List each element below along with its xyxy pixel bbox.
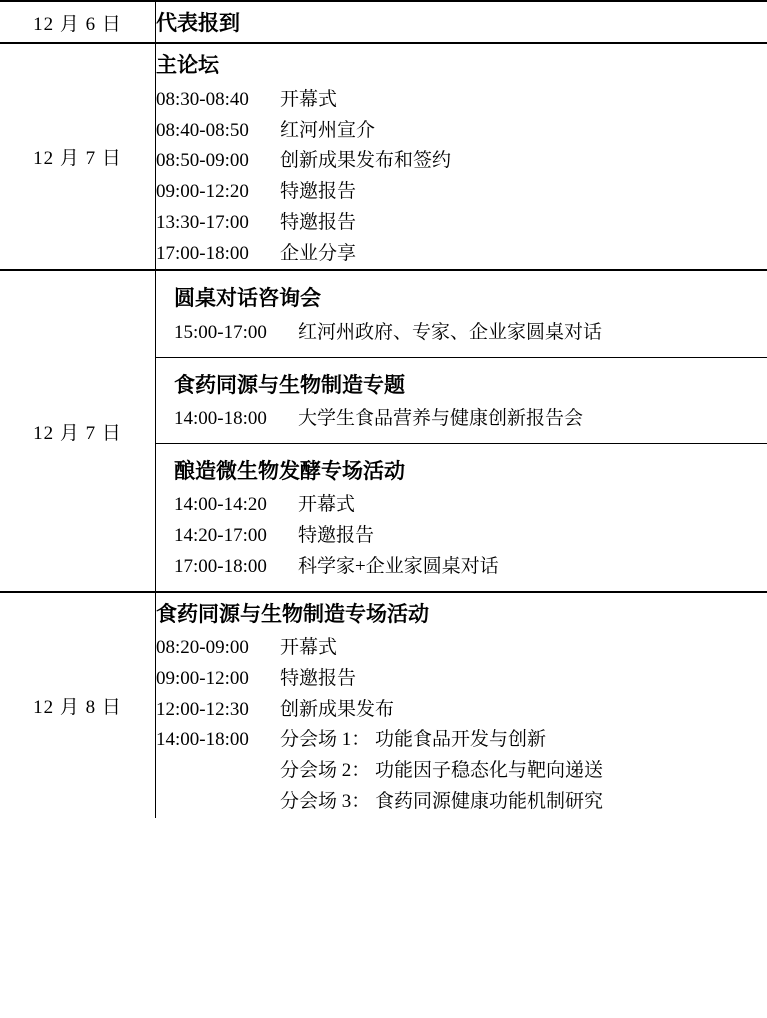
group-heading: 主论坛 [156,53,219,78]
sub-block [156,443,767,590]
schedule-item [156,146,767,177]
schedule-item [156,85,767,116]
schedule-time: 12:00-12:30 [156,698,249,720]
schedule-text: 企业分享 [280,242,357,264]
group-heading: 酿造微生物发酵专场活动 [174,458,405,483]
schedule-time: 08:40-08:50 [156,119,249,141]
date-cell: 12 月 7 日 [0,270,156,591]
schedule-time: 08:30-08:40 [156,88,249,110]
content-cell [156,270,767,591]
schedule-time: 14:00-14:20 [174,494,267,516]
schedule-time: 17:00-18:00 [156,242,249,264]
schedule-time: 09:00-12:00 [156,667,249,689]
schedule-text: 红河州政府、专家、企业家圆桌对话 [298,321,603,343]
schedule-time: 08:20-09:00 [156,637,249,659]
schedule-text: 特邀报告 [280,181,357,203]
content-cell [156,43,767,270]
schedule-item [156,208,767,239]
schedule-item [156,633,767,664]
schedule-item [156,177,767,208]
schedule-item [156,664,767,695]
schedule-time: 15:00-17:00 [174,321,267,343]
schedule-text: 大学生食品营养与健康创新报告会 [298,408,584,430]
schedule-text: 开幕式 [280,88,338,110]
schedule-text: 分会场 3： 食药同源健康功能机制研究 [280,790,604,812]
table-row [0,1,767,43]
schedule-time: 09:00-12:20 [156,181,249,203]
schedule-item [156,756,767,787]
schedule-item [174,552,759,583]
schedule-time: 17:00-18:00 [174,555,267,577]
schedule-time: 14:00-18:00 [156,729,249,751]
schedule-text: 科学家+企业家圆桌对话 [298,555,499,577]
sub-block [156,271,767,357]
content-cell [156,592,767,818]
schedule-item [156,787,767,818]
sub-block [156,357,767,443]
schedule-text: 红河州宣介 [280,119,376,141]
content-cell [156,1,767,43]
schedule-item [156,116,767,147]
group-heading: 食药同源与生物制造专题 [174,372,405,397]
schedule-text: 创新成果发布 [280,698,395,720]
schedule-text: 特邀报告 [298,525,375,547]
schedule-item [174,490,759,521]
schedule-item [156,695,767,726]
schedule-text: 开幕式 [298,494,356,516]
schedule-text: 分会场 1： 功能食品开发与创新 [280,729,547,751]
schedule-time: 13:30-17:00 [156,211,249,233]
schedule-item [174,404,759,435]
sub-block-table [156,271,767,590]
schedule-item [174,318,759,349]
date-cell: 12 月 7 日 [0,43,156,270]
group-heading: 圆桌对话咨询会 [174,286,321,311]
schedule-item [156,725,767,756]
date-cell: 12 月 8 日 [0,592,156,818]
schedule-text: 分会场 2： 功能因子稳态化与靶向递送 [280,760,604,782]
schedule-item [156,239,767,270]
schedule-text: 特邀报告 [280,211,357,233]
schedule-time: 14:20-17:00 [174,525,267,547]
schedule-text: 特邀报告 [280,667,357,689]
schedule-time: 14:00-18:00 [174,408,267,430]
group-heading: 代表报到 [156,11,240,35]
schedule-text: 创新成果发布和签约 [280,150,452,172]
schedule-item [174,521,759,552]
table-row [0,43,767,270]
schedule-time: 08:50-09:00 [156,150,249,172]
group-heading: 食药同源与生物制造专场活动 [156,601,429,626]
table-row [0,592,767,818]
date-cell: 12 月 6 日 [0,1,156,43]
schedule-text: 开幕式 [280,637,338,659]
table-row [0,270,767,591]
